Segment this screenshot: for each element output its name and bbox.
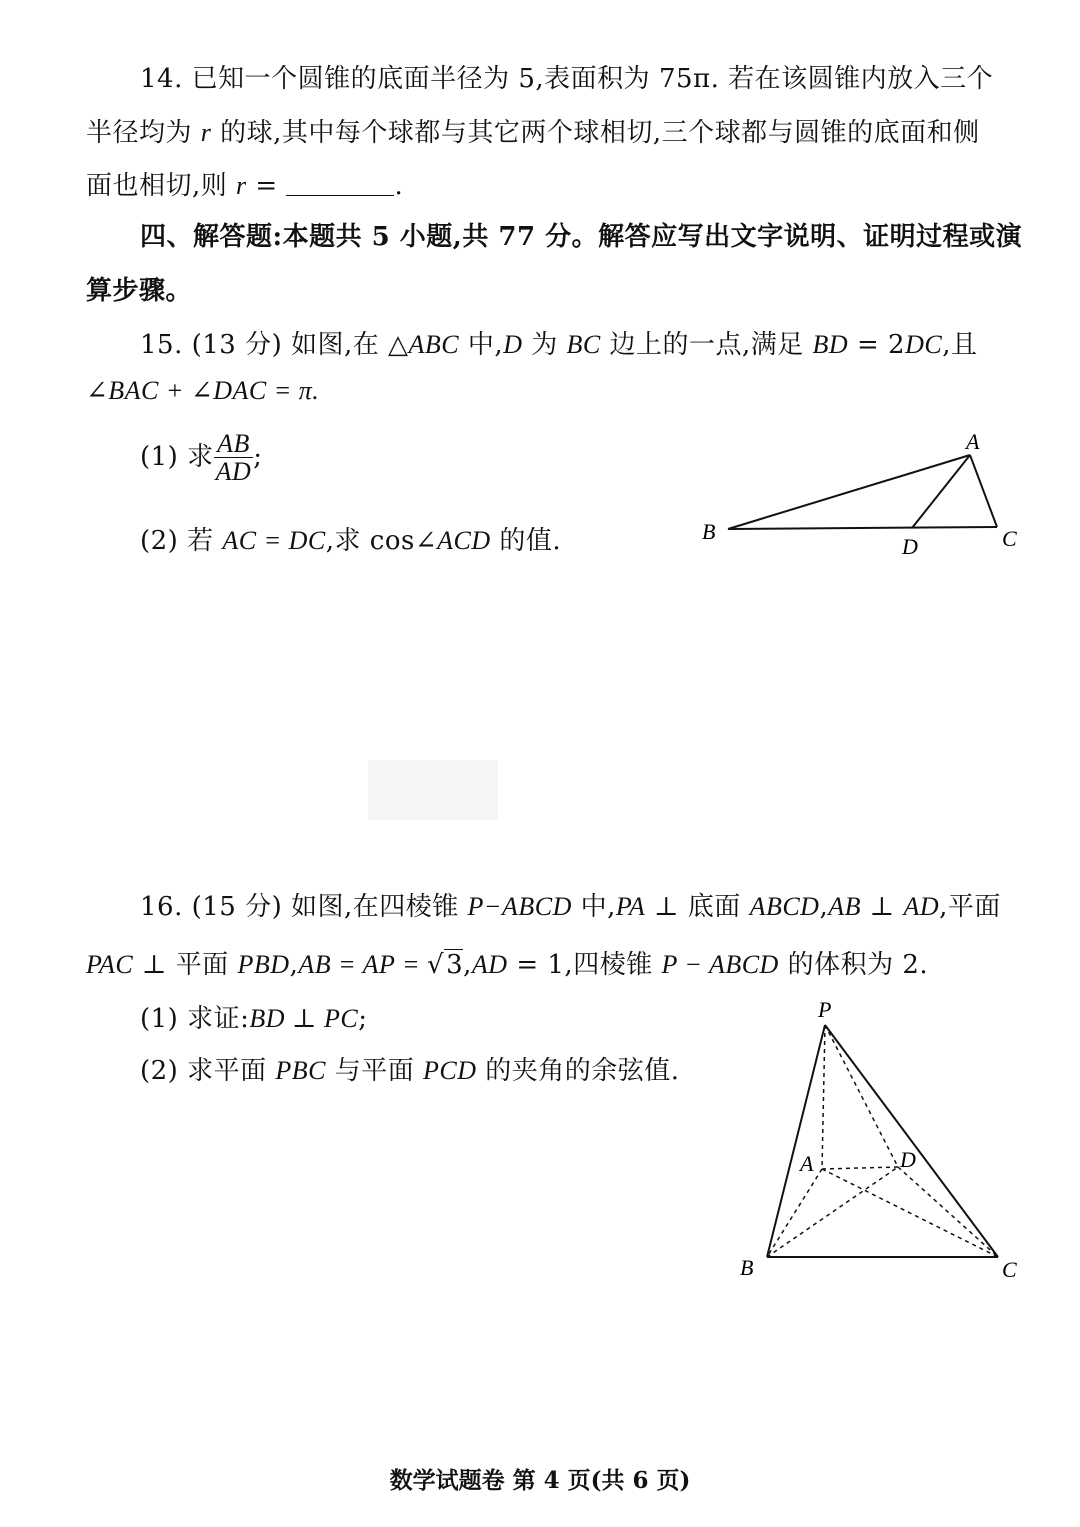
q16-text: , [289, 950, 299, 980]
q16-text: 中, [571, 892, 616, 922]
label-p: P [818, 997, 832, 1022]
scan-smudge [368, 760, 498, 820]
edge-pa [822, 1025, 825, 1169]
label-c: C [1002, 1257, 1017, 1282]
q15-text: 边上的一点,满足 [600, 330, 813, 360]
q16-part2 [140, 1050, 680, 1087]
q16-text: ⊥ 底面 [645, 892, 750, 922]
q14-var-r: r [236, 171, 247, 200]
edge-ad [822, 1167, 898, 1169]
q15-var: ABC [408, 330, 460, 359]
q14-text: 面也相切,则 [86, 171, 237, 201]
q14-text: 半径均为 [86, 118, 201, 148]
q15-part2-text: (2) 若 [140, 526, 223, 556]
segment-ac [970, 455, 997, 527]
section4-line1: 四、解答题:本题共 5 小题,共 77 分。解答应写出文字说明、证明过程或演 [140, 222, 1023, 252]
q16-text: 的体积为 2. [778, 950, 929, 980]
q15-part2-text: ,求 cos∠ [325, 526, 438, 556]
fraction-numerator: AB [214, 430, 254, 458]
q16-text: ⊥ 平面 [133, 950, 238, 980]
q14-text: 的球,其中每个球都与其它两个球相切,三个球都与圆锥的底面和侧 [211, 118, 980, 148]
sqrt-three: √3 [427, 950, 464, 980]
q15-part1-text: ; [253, 441, 263, 472]
q16-text: ,平面 [939, 892, 1001, 922]
segment-ad [912, 455, 970, 528]
q16-var: AD [471, 950, 508, 979]
q15-part1 [140, 430, 263, 486]
q16-line2 [86, 944, 928, 981]
edge-pd [825, 1025, 898, 1167]
q16-text: = 1,四棱锥 [507, 950, 662, 980]
q16-part1-text: ; [358, 1004, 368, 1034]
q16-var: AB [828, 892, 861, 921]
q15-var: ACD [437, 526, 491, 555]
edge-ac [822, 1169, 998, 1257]
q15-part2-text: 的值. [490, 526, 562, 556]
q16-var: BD ⊥ PC [249, 1004, 359, 1033]
q14-var-r: r [200, 118, 212, 147]
q15-var: D [503, 330, 523, 359]
fraction-denominator: AD [215, 457, 252, 487]
q16-var: P − ABCD [661, 950, 779, 979]
q16-part2-text: 的夹角的余弦值. [476, 1056, 680, 1086]
edge-pb [767, 1025, 825, 1257]
q16-var: AB = AP = [298, 950, 428, 979]
q16-var: P−ABCD [467, 892, 572, 921]
segment-bc [728, 527, 997, 529]
q16-var: PA [615, 892, 646, 921]
q16-part1-text: (1) 求证: [140, 1004, 250, 1034]
q16-var: PBD [237, 950, 290, 979]
q16-var: PAC [86, 950, 134, 979]
q14-line2 [86, 112, 980, 149]
q15-var: BD [812, 330, 849, 359]
q16-text: 16. (15 分) 如图,在四棱锥 [140, 892, 468, 922]
label-a: A [966, 429, 980, 454]
label-a: A [800, 1151, 814, 1176]
q15-text: = 2 [848, 330, 906, 360]
q15-part1-text: (1) 求 [140, 441, 214, 472]
page-footer: 数学试题卷 第 4 页(共 6 页) [389, 1467, 691, 1494]
q14-text: = [246, 171, 287, 201]
q16-var: AD [903, 892, 940, 921]
q15-part2 [140, 520, 561, 557]
q16-var: PBC [275, 1056, 326, 1085]
q15-text: 为 [522, 330, 567, 360]
label-c: C [1002, 526, 1017, 551]
label-b: B [740, 1255, 754, 1280]
q16-var: PCD [423, 1056, 477, 1085]
q15-text: 15. (13 分) 如图,在 △ [140, 330, 409, 360]
section4-line2: 算步骤。 [86, 276, 193, 306]
answer-blank [286, 173, 394, 196]
sqrt-radicand: 3 [446, 950, 464, 980]
q15-text: ,且 [942, 330, 978, 360]
q14-line3 [86, 165, 403, 202]
q16-part2-text: (2) 求平面 [140, 1056, 276, 1086]
q15-var: AC = DC [222, 526, 326, 555]
q15-var: BC [566, 330, 601, 359]
q15-var: DC [905, 330, 943, 359]
q16-text: ⊥ [860, 892, 904, 922]
edge-pc [825, 1025, 998, 1257]
triangle-figure [690, 425, 1040, 565]
q16-line1 [140, 886, 1001, 923]
edge-ab [767, 1169, 822, 1257]
q14-text: . [394, 171, 404, 201]
q16-part2-text: 与平面 [325, 1056, 423, 1086]
q16-part1 [140, 998, 367, 1035]
q16-text: , [819, 892, 829, 922]
segment-ab [728, 455, 970, 529]
q15-text: 中, [459, 330, 504, 360]
q14-line1: 14. 已知一个圆锥的底面半径为 5,表面积为 75π. 若在该圆锥内放入三个 [140, 64, 994, 94]
edge-dc [898, 1167, 998, 1257]
fraction-ab-ad [214, 430, 254, 486]
q15-line2: ∠BAC + ∠DAC = π. [86, 376, 320, 405]
label-d: D [902, 534, 918, 559]
q16-var: ABCD [749, 892, 820, 921]
label-d: D [900, 1147, 916, 1172]
label-b: B [702, 519, 716, 544]
q16-text: , [463, 950, 472, 980]
q15-line1 [140, 324, 977, 361]
pyramid-figure [730, 995, 1030, 1295]
